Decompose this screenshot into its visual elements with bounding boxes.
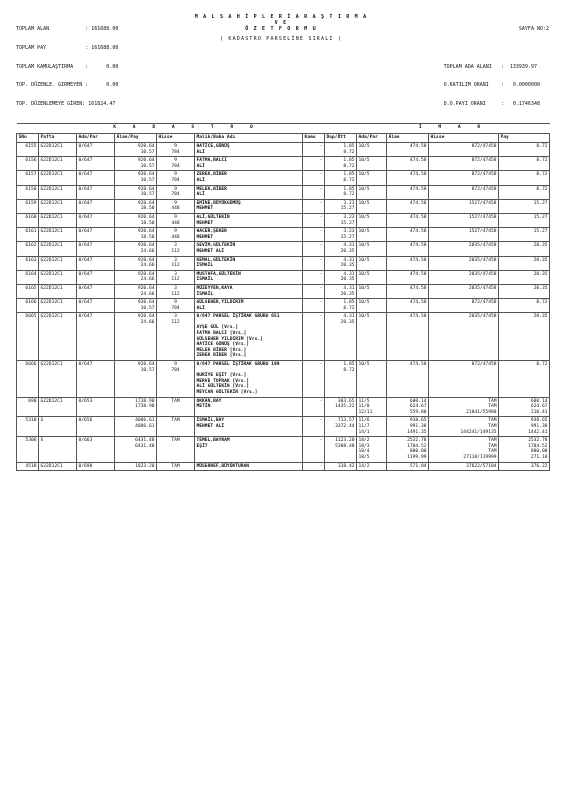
report-title: M A L S A H İ P L E R İ A R A Ş T I R M A [194, 14, 368, 20]
row-kamu: - [303, 397, 325, 417]
row-imar-pay: 20.35 [499, 270, 550, 284]
row-ada-par: 0/647 [77, 313, 115, 361]
row-dop: 3.23 15.27 [325, 213, 357, 227]
column-header: Ada/Par [77, 134, 115, 143]
row-hisse: 3 112 [157, 284, 195, 298]
row-hisse: 9 784 [157, 171, 195, 185]
total-share: TOPLAM PAY : 161688.00 [16, 45, 119, 52]
row-ada-par: 0/663 [77, 437, 115, 462]
row-alan-pay: 6431.48 6431.48 [115, 437, 157, 462]
row-malik: FATMA,BALCI ALİ [195, 157, 303, 171]
row-imar-alan: 2532.78 1704.52 800.00 1199.99 [387, 437, 429, 462]
table-row [17, 256, 550, 270]
row-pafta: G22D12C1 [39, 397, 77, 417]
row-pafta: G22D12C1 [39, 299, 77, 313]
row-kamu: - [303, 256, 325, 270]
kadastro-band: K A D A S T R O [17, 124, 357, 134]
table-row [17, 185, 550, 199]
row-imar-hisse: 2035/47458 [429, 256, 499, 270]
row-sno: 5310 [17, 417, 39, 437]
report-title-and: V E [274, 20, 288, 27]
row-imar-alan: 474.58 [387, 143, 429, 157]
row-kamu: - [303, 171, 325, 185]
table-row [17, 213, 550, 227]
row-imar-ada-par: 10/5 [357, 284, 387, 298]
row-imar-hisse: 872/47458 [429, 299, 499, 313]
row-dop: 303.65 1435.22 [325, 397, 357, 417]
table-row [17, 270, 550, 284]
row-dop: 713.57 3372.44 [325, 417, 357, 437]
row-hisse: 9 784 [157, 185, 195, 199]
row-imar-ada-par: 10/5 [357, 270, 387, 284]
row-imar-alan: 474.58 [387, 171, 429, 185]
row-malik: GÜLSEHER,YILDIRIM ALİ [195, 299, 303, 313]
row-ada-par: 0/647 [77, 284, 115, 298]
row-pafta: G22D12C1 [39, 199, 77, 213]
header-title [195, 14, 368, 119]
row-imar-pay: 938.65 991.38 1442.41 [499, 417, 550, 437]
row-pafta: G22D12C1 [39, 313, 77, 361]
row-malik: TEMEL,BAYRAM EŞİT [195, 437, 303, 462]
row-alan-pay: 920.64 10.57 [115, 299, 157, 313]
page-number: SAYFA NO:2 [443, 26, 549, 33]
table-row [17, 143, 550, 157]
row-imar-pay: 8.72 [499, 143, 550, 157]
table-row [17, 437, 550, 462]
row-alan-pay: 920.64 24.66 [115, 242, 157, 256]
row-pafta: G22D12C1 [39, 284, 77, 298]
row-dop: 1.85 8.72 [325, 143, 357, 157]
row-malik: HACER,ŞEKER MEHMET [195, 228, 303, 242]
row-dop: 3.23 15.27 [325, 228, 357, 242]
row-ada-par: 0/653 [77, 397, 115, 417]
table-row [17, 242, 550, 256]
table-row [17, 462, 550, 471]
row-imar-pay: 8.72 [499, 299, 550, 313]
row-dop: 1123.20 5308.48 [325, 437, 357, 462]
row-dop: 1.85 8.72 [325, 361, 357, 398]
row-imar-hisse: 1527/47458 [429, 213, 499, 227]
row-ada-par: 0/647 [77, 299, 115, 313]
row-malik: İSMAİL,BAY MEHMET ALİ [195, 417, 303, 437]
row-ada-par: 0/647 [77, 361, 115, 398]
row-alan-pay: 4086.61 4086.61 [115, 417, 157, 437]
table-row [17, 313, 550, 361]
table-row [17, 299, 550, 313]
row-sno: 5306 [17, 437, 39, 462]
row-ada-par: 0/647 [77, 185, 115, 199]
row-imar-pay: 20.35 [499, 313, 550, 361]
row-imar-hisse: 872/47458 [429, 185, 499, 199]
row-imar-pay: 15.27 [499, 228, 550, 242]
row-imar-pay: 2532.78 1704.52 800.00 271.18 [499, 437, 550, 462]
row-imar-alan: 474.58 [387, 242, 429, 256]
row-malik: 0/647 PARSEL İŞTİRAK GRUBU 651 AYŞE GÜL [Vrs.] FATMA BALCI [Vrs.] GÜLSEHER YILDIRIM [Vrs.] HATİCE GÜNÜŞ [Vrs.] MELEK BİBER [Vrs.] ZEREK BİBER [Vrs.] [195, 313, 303, 361]
row-dop: 4.31 20.35 [325, 313, 357, 361]
row-kamu: - [303, 242, 325, 256]
row-sno: 6157 [17, 171, 39, 185]
column-header: Dop/Ött [325, 134, 357, 143]
column-header: Pafta [39, 134, 77, 143]
row-imar-pay: 15.27 [499, 213, 550, 227]
row-imar-pay: 8.72 [499, 361, 550, 398]
table-row [17, 171, 550, 185]
row-malik: OKKAN,BAY METİN [195, 397, 303, 417]
row-kamu: - [303, 462, 325, 471]
row-hisse: 3 112 [157, 242, 195, 256]
row-pafta: G22D12C1 [39, 157, 77, 171]
row-ada-par: 0/647 [77, 228, 115, 242]
blank-line [444, 45, 549, 51]
row-kamu: - [303, 313, 325, 361]
row-imar-ada-par: 10/5 [357, 242, 387, 256]
row-malik: SEVİM,GÜLTEKİN MEHMET ALİ [195, 242, 303, 256]
row-imar-ada-par: 10/5 [357, 157, 387, 171]
row-sno: 6165 [17, 284, 39, 298]
row-sno: 6161 [17, 228, 39, 242]
report-header [16, 14, 549, 119]
row-kamu: - [303, 299, 325, 313]
table-row [17, 417, 550, 437]
row-malik: KEMAL,GÜLTEKİN İSMAİL [195, 256, 303, 270]
row-imar-alan: 474.58 [387, 228, 429, 242]
row-sno: 6166 [17, 299, 39, 313]
row-imar-alan: 474.58 [387, 361, 429, 398]
column-header: Kamu [303, 134, 325, 143]
column-header-row [17, 134, 550, 143]
row-ada-par: 0/647 [77, 270, 115, 284]
row-pafta: G22D12C1 [39, 171, 77, 185]
row-hisse: 9 448 [157, 228, 195, 242]
row-ada-par: 0/647 [77, 256, 115, 270]
row-sno: 690 [17, 397, 39, 417]
row-imar-ada-par: 10/5 [357, 256, 387, 270]
row-pafta: G22D12C1 [39, 185, 77, 199]
report-page [16, 14, 549, 471]
row-ada-par: 0/647 [77, 213, 115, 227]
row-alan-pay: 920.64 24.66 [115, 270, 157, 284]
row-alan-pay: 1823.20 [115, 462, 157, 471]
total-expropriation: TOPLAM KAMULAŞTIRMA : 0.00 [16, 63, 119, 70]
row-sno: 6163 [17, 256, 39, 270]
row-imar-pay: 8.72 [499, 171, 550, 185]
row-dop: 3.23 15.27 [325, 199, 357, 213]
section-band [17, 124, 550, 134]
row-imar-alan: 600.14 624.67 559.80 [387, 397, 429, 417]
row-imar-hisse: 2035/47458 [429, 313, 499, 361]
row-hisse: 9 784 [157, 361, 195, 398]
row-imar-ada-par: 14/2 [357, 462, 387, 471]
row-pafta: G22D12C1 [39, 228, 77, 242]
row-imar-hisse: 872/47458 [429, 361, 499, 398]
row-pafta: G22D12C1 [39, 242, 77, 256]
row-imar-hisse: 1527/47458 [429, 199, 499, 213]
row-imar-ada-par: 11/5 11/8 12/11 [357, 397, 387, 417]
report-subtitle: ( KADASTRO PARSELİNE SIRALI ) [219, 35, 343, 42]
row-imar-alan: 571.04 [387, 462, 429, 471]
table-row [17, 157, 550, 171]
row-imar-alan: 474.58 [387, 185, 429, 199]
row-alan-pay: 920.64 10.57 [115, 361, 157, 398]
row-imar-hisse: 872/47458 [429, 171, 499, 185]
row-imar-alan: 474.58 [387, 213, 429, 227]
row-sno: 6158 [17, 185, 39, 199]
row-alan-pay: 920.64 24.66 [115, 284, 157, 298]
row-alan-pay: 920.64 24.66 [115, 313, 157, 361]
row-hisse: 9 784 [157, 299, 195, 313]
row-imar-hisse: 2035/47458 [429, 242, 499, 256]
row-imar-ada-par: 18/2 18/3 18/4 18/5 [357, 437, 387, 462]
imar-band: İ M A R [357, 124, 550, 134]
row-kamu: - [303, 284, 325, 298]
table-row [17, 284, 550, 298]
row-hisse: 3 112 [157, 270, 195, 284]
row-sno: 6155 [17, 143, 39, 157]
row-imar-ada-par: 10/5 [357, 361, 387, 398]
row-alan-pay: 920.64 10.57 [115, 185, 157, 199]
column-header: Alan [387, 134, 429, 143]
row-imar-pay: 20.35 [499, 284, 550, 298]
column-header: Pay [499, 134, 550, 143]
row-imar-alan: 474.58 [387, 270, 429, 284]
row-hisse: TAM [157, 417, 195, 437]
column-header: Malik/Baba Adı [195, 134, 303, 143]
row-hisse: 9 784 [157, 143, 195, 157]
row-imar-pay: 15.27 [499, 199, 550, 213]
row-ada-par: 0/656 [77, 417, 115, 437]
row-dop: 1.85 8.72 [325, 185, 357, 199]
row-kamu: - [303, 417, 325, 437]
owners-table [16, 123, 550, 471]
row-pafta: G22D12C1 [39, 213, 77, 227]
row-ada-par: 0/647 [77, 171, 115, 185]
row-dop: 4.31 20.35 [325, 284, 357, 298]
total-included: TOP. DÜZENLEMEYE GİREN: 161824.47 [16, 100, 116, 107]
row-imar-hisse: TAM TAM TAM 27118/119999 [429, 437, 499, 462]
row-imar-ada-par: 10/5 [357, 299, 387, 313]
row-hisse: TAM [157, 437, 195, 462]
row-imar-hisse: 872/47458 [429, 157, 499, 171]
table-row [17, 397, 550, 417]
row-alan-pay: 920.64 10.57 [115, 157, 157, 171]
row-dop: 1.85 8.72 [325, 299, 357, 313]
row-ada-par: 0/647 [77, 242, 115, 256]
row-imar-ada-par: 10/5 [357, 213, 387, 227]
row-malik: HATİCE,GÜNÜŞ ALİ [195, 143, 303, 157]
row-imar-hisse: 37622/57104 [429, 462, 499, 471]
row-malik: EMİNE,BÜYÜKGÜMÜŞ MEHMET [195, 199, 303, 213]
total-block-area: TOPLAM ADA ALANI : 133939.97 [443, 63, 537, 70]
row-dop: 4.31 20.35 [325, 270, 357, 284]
row-malik: MÜSERREF,BÜYÜKTURAN [195, 462, 303, 471]
row-dop: 318.42 [325, 462, 357, 471]
row-alan-pay: 920.64 10.57 [115, 143, 157, 157]
row-imar-pay: 20.35 [499, 256, 550, 270]
row-ada-par: 0/690 [77, 462, 115, 471]
row-malik: MUSTAFA,GÜLTEKİN İSMAİL [195, 270, 303, 284]
row-imar-ada-par: 10/5 [357, 171, 387, 185]
row-sno: 6160 [17, 213, 39, 227]
table-row [17, 228, 550, 242]
row-imar-alan: 474.58 [387, 199, 429, 213]
row-imar-alan: 938.65 991.38 1491.35 [387, 417, 429, 437]
row-imar-pay: 8.72 [499, 185, 550, 199]
row-dop: 4.31 20.35 [325, 242, 357, 256]
row-hisse: 3 112 [157, 256, 195, 270]
row-imar-alan: 474.58 [387, 299, 429, 313]
row-ada-par: 0/647 [77, 199, 115, 213]
row-imar-alan: 474.58 [387, 157, 429, 171]
row-kamu: - [303, 199, 325, 213]
row-alan-pay: 920.64 18.50 [115, 199, 157, 213]
row-pafta: G22D12C1 [39, 361, 77, 398]
row-imar-ada-par: 10/5 [357, 143, 387, 157]
row-pafta: S [39, 437, 77, 462]
row-hisse: 3 112 [157, 313, 195, 361]
row-ada-par: 0/647 [77, 143, 115, 157]
row-kamu: - [303, 270, 325, 284]
row-dop: 4.31 20.35 [325, 256, 357, 270]
row-hisse: TAM [157, 462, 195, 471]
row-malik: MELEK,BİBER ALİ [195, 185, 303, 199]
row-alan-pay: 920.64 24.66 [115, 256, 157, 270]
row-imar-ada-par: 10/5 [357, 228, 387, 242]
row-sno: 6159 [17, 199, 39, 213]
row-imar-ada-par: 10/5 [357, 313, 387, 361]
row-kamu: - [303, 157, 325, 171]
total-not-included: TOP. DÜZENLE. GIRMEYEN : 0.00 [16, 82, 119, 89]
row-pafta: G22D12C1 [39, 143, 77, 157]
row-imar-alan: 474.58 [387, 313, 429, 361]
row-pafta: G22D12C1 [39, 256, 77, 270]
row-kamu: - [303, 213, 325, 227]
row-pafta: G22D12C1 [39, 462, 77, 471]
row-sno: 6164 [17, 270, 39, 284]
row-hisse: 9 448 [157, 213, 195, 227]
row-alan-pay: 920.64 18.50 [115, 228, 157, 242]
row-hisse: 9 784 [157, 157, 195, 171]
row-alan-pay: 920.64 18.50 [115, 213, 157, 227]
row-imar-pay: 600.14 624.67 210.41 [499, 397, 550, 417]
row-sno: 6666 [17, 361, 39, 398]
row-sno: 6665 [17, 313, 39, 361]
row-dop: 1.85 8.72 [325, 171, 357, 185]
row-imar-alan: 474.58 [387, 284, 429, 298]
row-sno: 4518 [17, 462, 39, 471]
row-malik: ALİ,GÜLTEKİN MEHMET [195, 213, 303, 227]
column-header: Ada/Par [357, 134, 387, 143]
row-imar-hisse: 1527/47458 [429, 228, 499, 242]
header-right [444, 14, 549, 119]
row-imar-hisse: 872/47458 [429, 143, 499, 157]
row-kamu: - [303, 437, 325, 462]
row-pafta: S [39, 417, 77, 437]
row-malik: ZEREK,BİBER ALİ [195, 171, 303, 185]
row-alan-pay: 920.64 10.57 [115, 171, 157, 185]
row-imar-ada-par: 10/5 [357, 185, 387, 199]
row-sno: 6156 [17, 157, 39, 171]
row-imar-hisse: TAM TAM 144241/149135 [429, 417, 499, 437]
row-malik: MÜZEYYEN,KAYA İSMAİL [195, 284, 303, 298]
row-imar-pay: 20.35 [499, 242, 550, 256]
table-row [17, 199, 550, 213]
dop-rate: D.O.PAYI ORANI : 0.1746348 [443, 100, 540, 107]
row-pafta: G22D12C1 [39, 270, 77, 284]
total-area: TOPLAM ALAN : 161688.00 [16, 26, 119, 33]
row-imar-hisse: 2035/47458 [429, 284, 499, 298]
row-kamu: - [303, 185, 325, 199]
table-row [17, 361, 550, 398]
header-left [16, 14, 118, 119]
row-imar-ada-par: 10/5 [357, 199, 387, 213]
row-imar-ada-par: 11/6 11/7 14/1 [357, 417, 387, 437]
row-sno: 6162 [17, 242, 39, 256]
row-imar-hisse: 2035/47458 [429, 270, 499, 284]
row-hisse: 9 448 [157, 199, 195, 213]
row-imar-pay: 376.22 [499, 462, 550, 471]
row-imar-hisse: TAM TAM 21041/55980 [429, 397, 499, 417]
contribution-rate: O.KATILIM ORANI : 0.0000000 [443, 82, 540, 89]
row-kamu: - [303, 228, 325, 242]
row-imar-pay: 8.72 [499, 157, 550, 171]
column-header: Hisse [157, 134, 195, 143]
row-kamu: - [303, 143, 325, 157]
row-malik: 0/647 PARSEL İŞTİRAK GRUBU 199 NURİYE EŞİT [Vrs.] MERVE TOPRAK [Vrs.] ALİ GÜLTEKİN [Vrs.] MEYCAN GÜLTEKİN [Vrs.] [195, 361, 303, 398]
row-dop: 1.85 8.72 [325, 157, 357, 171]
row-ada-par: 0/647 [77, 157, 115, 171]
column-header: Hisse [429, 134, 499, 143]
row-hisse: TAM [157, 397, 195, 417]
column-header: SNo [17, 134, 39, 143]
row-kamu: - [303, 361, 325, 398]
row-alan-pay: 1738.90 1738.90 [115, 397, 157, 417]
row-imar-alan: 474.58 [387, 256, 429, 270]
report-title-form: Ö Z E T F O R M U [245, 26, 317, 33]
column-header: Alan/Pay [115, 134, 157, 143]
